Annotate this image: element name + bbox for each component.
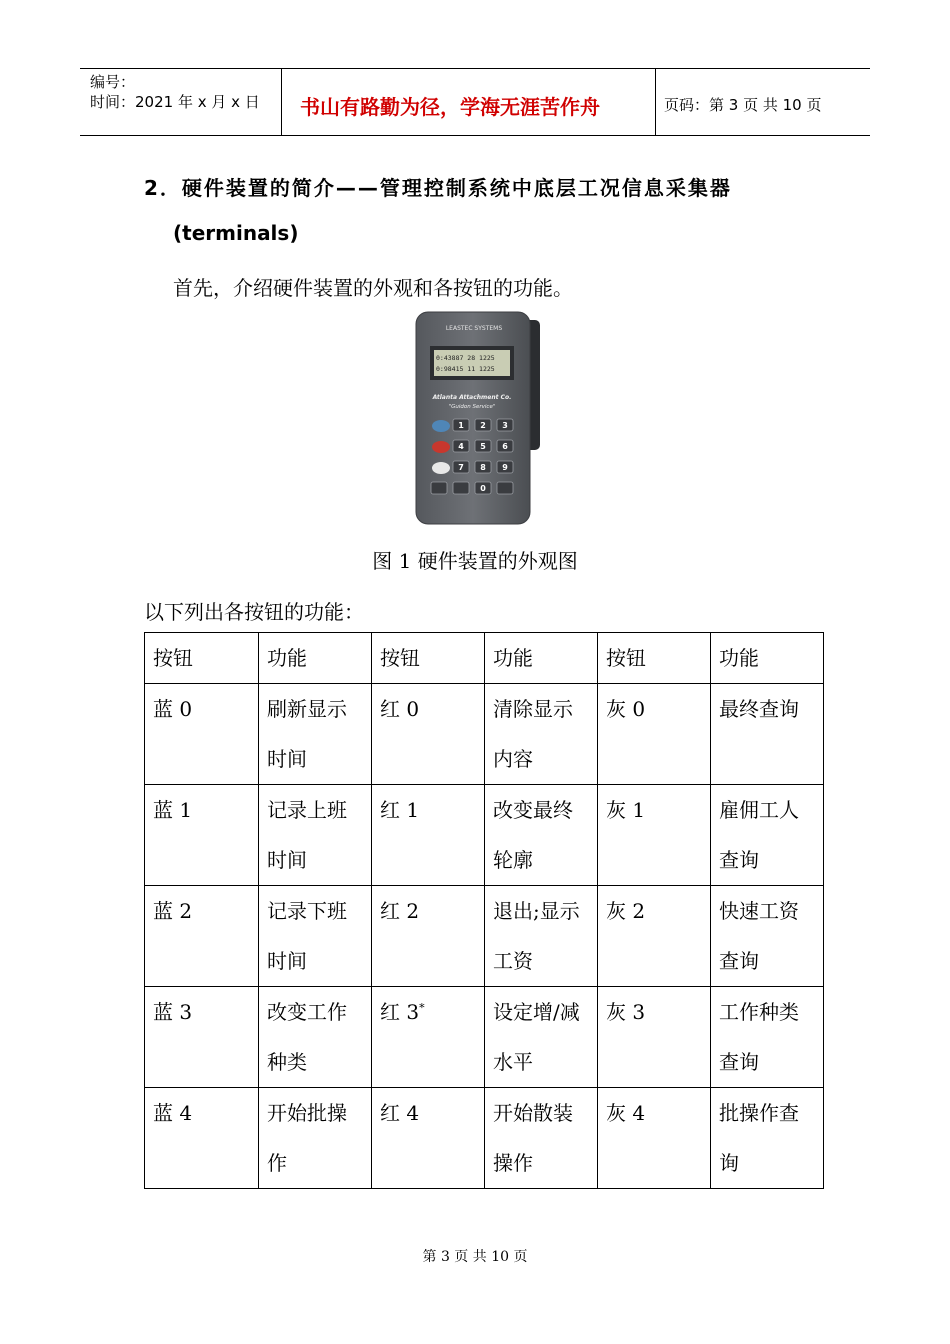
device-label-1: Atlanta Attachment Co. — [432, 394, 512, 401]
table-cell: 蓝 3 — [145, 987, 259, 1088]
key-6-label: 6 — [502, 442, 508, 451]
key-7-label: 7 — [458, 463, 464, 472]
header-number-label: 编号： — [90, 73, 136, 91]
device-figure — [412, 310, 544, 526]
key-5-label: 5 — [480, 442, 486, 451]
header-cell: 功能 — [711, 633, 824, 684]
section-heading-sub: (terminals) — [173, 221, 299, 245]
key-1-label: 1 — [458, 421, 464, 430]
device-label-2: "Guidon Service" — [448, 404, 496, 410]
header-motto: 书山有路勤为径，学海无涯苦作舟 — [300, 95, 600, 119]
table-cell: 设定增/减水平 — [485, 987, 598, 1088]
key-9-label: 9 — [502, 463, 508, 472]
table-cell: 蓝 4 — [145, 1088, 259, 1189]
table-cell: 批操作查询 — [711, 1088, 824, 1189]
table-cell: 红 0 — [372, 684, 485, 785]
header-time-label: 时间：2021 年 x 月 x 日 — [90, 93, 260, 111]
button-function-table — [144, 632, 824, 1189]
grey-button[interactable] — [432, 462, 450, 474]
key-8-label: 8 — [480, 463, 486, 472]
table-cell: 工作种类查询 — [711, 987, 824, 1088]
footnote-mark: * — [419, 1001, 425, 1015]
table-cell: 雇佣工人查询 — [711, 785, 824, 886]
table-cell: 灰 4 — [598, 1088, 711, 1189]
key-4-label: 4 — [458, 442, 464, 451]
header-divider-1 — [281, 69, 282, 136]
cell-text: 红 3 — [380, 1000, 420, 1024]
table-cell: 开始批操作 — [259, 1088, 372, 1189]
table-cell: 改变工作种类 — [259, 987, 372, 1088]
table-cell: 刷新显示时间 — [259, 684, 372, 785]
key-2-label: 2 — [480, 421, 486, 430]
section-heading: 2．硬件装置的简介——管理控制系统中底层工况信息采集器 — [144, 176, 732, 200]
table-cell: 蓝 0 — [145, 684, 259, 785]
header-cell: 按钮 — [372, 633, 485, 684]
header-page-label: 页码：第 3 页 共 10 页 — [664, 96, 822, 114]
key-blank-2[interactable] — [453, 482, 469, 494]
lcd-line-2: 0:98415 11 1225 — [436, 365, 495, 373]
table-cell: 开始散装操作 — [485, 1088, 598, 1189]
table-cell: 灰 1 — [598, 785, 711, 886]
key-blank-1[interactable] — [431, 482, 447, 494]
table-row — [145, 785, 824, 886]
table-cell: 红 2 — [372, 886, 485, 987]
table-cell: 红 1 — [372, 785, 485, 886]
header-cell: 功能 — [259, 633, 372, 684]
table-cell: 改变最终轮廓 — [485, 785, 598, 886]
table-row — [145, 684, 824, 785]
key-3-label: 3 — [502, 421, 508, 430]
table-cell: 灰 2 — [598, 886, 711, 987]
table-row — [145, 1088, 824, 1189]
intro-paragraph: 首先，介绍硬件装置的外观和各按钮的功能。 — [173, 276, 573, 300]
table-row — [145, 886, 824, 987]
table-cell: 蓝 1 — [145, 785, 259, 886]
table-intro: 以下列出各按钮的功能： — [144, 600, 364, 624]
figure-caption: 图 1 硬件装置的外观图 — [372, 549, 578, 573]
table-cell: 蓝 2 — [145, 886, 259, 987]
header-cell: 功能 — [485, 633, 598, 684]
key-blank-3[interactable] — [497, 482, 513, 494]
table-cell: 记录下班时间 — [259, 886, 372, 987]
table-cell: 红 4 — [372, 1088, 485, 1189]
header-cell: 按钮 — [598, 633, 711, 684]
table-cell — [372, 987, 485, 1088]
table-cell: 清除显示内容 — [485, 684, 598, 785]
table-cell: 最终查询 — [711, 684, 824, 785]
table-header-row — [145, 633, 824, 684]
header-bottom-rule — [80, 135, 870, 136]
table-cell: 退出;显示工资 — [485, 886, 598, 987]
table-cell: 快速工资查询 — [711, 886, 824, 987]
table-row — [145, 987, 824, 1088]
table-cell: 记录上班时间 — [259, 785, 372, 886]
header-top-rule — [80, 68, 870, 69]
key-0-label: 0 — [480, 484, 486, 493]
table-cell: 灰 0 — [598, 684, 711, 785]
table-cell: 灰 3 — [598, 987, 711, 1088]
device-brand: LEASTEC SYSTEMS — [445, 325, 503, 332]
header-divider-2 — [655, 69, 656, 136]
device-illustration — [412, 310, 544, 526]
lcd-line-1: 0:43887 28 1225 — [436, 354, 495, 362]
header-cell: 按钮 — [145, 633, 259, 684]
page-footer: 第 3 页 共 10 页 — [422, 1249, 528, 1265]
blue-button[interactable] — [432, 420, 450, 432]
red-button[interactable] — [432, 441, 450, 453]
